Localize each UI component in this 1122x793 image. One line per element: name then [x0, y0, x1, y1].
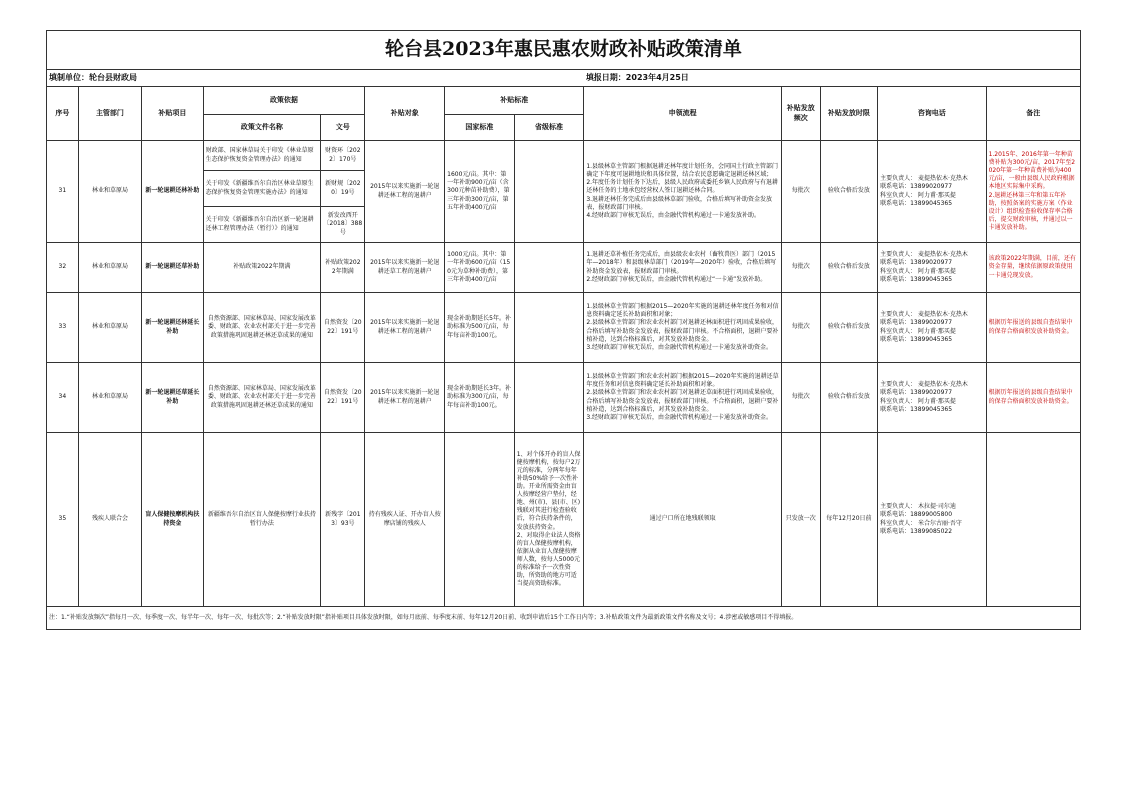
- cell-provincial: 1、对个体开办的盲人保健按摩机构，按每户2万元的标准，分两年每年补助50%给予一次性补助。开业所需资金由盲人按摩经营户垫付，经地、州(市)、县(市、区)残联对其进行检查验收后，符合扶持条件的，发放扶持资金。 2、对取得企业法人资格的盲人保健按摩机构，依据从业盲人保健按摩师人数，按每人5000元的标准给予一次性资助，所资助的地方可适当提高资助标准。: [514, 433, 584, 607]
- cell-national: [445, 433, 515, 607]
- cell-freq: 每批次: [781, 293, 820, 363]
- cell-doc-name: 补贴政策2022年期满: [203, 243, 321, 293]
- header-dept: 主管部门: [78, 87, 141, 141]
- cell-period: 验收合格后发放: [820, 141, 877, 243]
- header-process: 申领流程: [584, 87, 782, 141]
- header-item: 补贴项目: [142, 87, 203, 141]
- cell-freq: 只发放一次: [781, 433, 820, 607]
- cell-seq: 34: [47, 363, 79, 433]
- cell-process: 1.县级林草主管部门根据退耕还林年度计划任务，会同国土行政主管部门确定下年度可退耕地块和具体位置，结合农民意愿确定退耕还林区域； 2.年度任务计划任务下达后，县级人民政府或委托乡镇人民政府与有退耕还林任务的土地承包经营权人签订退耕还林合同。 3.退耕还林任务完成后由县级林草部门验收，合格后填写补助资金发放表，报财政部门审核。 4.经财政部门审核无误后，由金融代管机构通过一卡通发放补助。: [584, 141, 782, 243]
- cell-phone: 主要负责人： 麦提热依木·克热木 联系电话：13899020977 科室负责人： 阿力甫·那买提 联系电话：13899045365: [878, 243, 987, 293]
- cell-period: 验收合格后发放: [820, 243, 877, 293]
- cell-doc-name: 关于印发《新疆维吾尔自治区林业草原生态保护恢复资金管理实施办法》的通知: [203, 171, 321, 207]
- header-seq: 序号: [47, 87, 79, 141]
- header-standard: 补贴标准: [445, 87, 584, 115]
- cell-target: 2015年以来实施新一轮退耕还林工程的退耕户: [365, 363, 445, 433]
- header-provincial: 省级标准: [514, 115, 584, 141]
- cell-dept: 林业和草原局: [78, 141, 141, 243]
- header-doc-no: 文号: [321, 115, 365, 141]
- cell-national: 1000元/亩。其中：第一年补助600元/亩（150元为草种补助费），第三年补助400元/亩: [445, 243, 515, 293]
- page-title: 轮台县2023年惠民惠农财政补贴政策清单: [47, 31, 1081, 70]
- cell-item: 盲人保健按摩机构扶持资金: [142, 433, 203, 607]
- fill-date: 填报日期：2023年4月25日: [584, 70, 1081, 87]
- header-remark: 备注: [986, 87, 1080, 141]
- cell-dept: 残疾人联合会: [78, 433, 141, 607]
- cell-doc-name: 新疆维吾尔自治区盲人保健按摩行业扶持暂行办法: [203, 433, 321, 607]
- cell-item: 新一轮退耕还林补助: [142, 141, 203, 243]
- cell-process: 1.县级林草主管部门根据2015—2020年实施的退耕还林年度任务和对信息资料确定延长补助面积和对象； 2.县级林草主管部门和农业农村部门对退耕还林面积进行巩固成果验收，合格后填写补助资金发放表，报财政部门审核。不合格面积，退耕户要补植补造，达到合格标准后，对其发放补助资金。 3.经财政部门审核无误后，由金融代管机构通过一卡通发放补助资金。: [584, 293, 782, 363]
- header-freq: 补贴发放频次: [781, 87, 820, 141]
- header-national: 国家标准: [445, 115, 515, 141]
- cell-remark: 1.2015年、2016年第一年种苗费补贴为300元/亩，2017年至2020年第一年种苗费补贴为400元/亩，一般由县级人民政府根据本地区实际集中采购。 2.退耕还林第三年和第五年补助，按照备案的实施方案（作业设计）组织检查验收保存率合格后，提交财政审核，并通过以一卡通发放补助。: [986, 141, 1080, 243]
- cell-dept: 林业和草原局: [78, 363, 141, 433]
- table-row: [47, 293, 1081, 363]
- fill-unit: 填制单位：轮台县财政局: [47, 70, 584, 87]
- cell-target: 2015年以来实施新一轮退耕还林工程的退耕户: [365, 141, 445, 243]
- cell-phone: 主要负责人： 麦提热依木·克热木 联系电话：13899020977 科室负责人： 阿力甫·那买提 联系电话：13899045365: [878, 141, 987, 243]
- cell-target: 2015年以来实施新一轮退耕还林工程的退耕户: [365, 293, 445, 363]
- cell-remark: 根据历年报送的县级自查结果中的保存合格面积发放补助资金。: [986, 293, 1080, 363]
- cell-doc-no: 新财规〔2020〕19号: [321, 171, 365, 207]
- cell-doc-name: 自然资源部、国家林草局、国家发展改革委、财政部、农业农村部关于进一步完善政策措施巩固退耕还林还草成果的通知: [203, 293, 321, 363]
- cell-phone: 主要负责人： 麦提热依木·克热木 联系电话：13899020977 科室负责人： 阿力甫·那买提 联系电话：13899045365: [878, 363, 987, 433]
- cell-freq: 每批次: [781, 141, 820, 243]
- header-period: 补贴发放时限: [820, 87, 877, 141]
- policy-sheet: [46, 30, 1081, 638]
- cell-process: 通过户口所在地残联领取: [584, 433, 782, 607]
- cell-freq: 每批次: [781, 243, 820, 293]
- cell-phone: 主要负责人： 木拉提·司尔迪 联系电话：18899005800 科室负责人： 米合尔古丽·吾守 联系电话：13899085022: [878, 433, 987, 607]
- cell-seq: 31: [47, 141, 79, 243]
- cell-doc-no: 自然资发〔2022〕191号: [321, 293, 365, 363]
- cell-doc-no: 新发改西开〔2018〕388号: [321, 207, 365, 243]
- cell-process: 1.县级林草主管部门和农业农村部门根据2015—2020年实施的退耕还草年度任务和对信息资料确定延长补助面积和对象。 2.县级林草主管部门和农业农村部门对退耕还草面积进行巩固成果验收，合格后填写补助资金发放表，报财政部门审核。不合格面积，退耕户要补植补造，达到合格标准后，对其发放补助资金。 3.经财政部门审核无误后，由金融代管机构通过一卡通发放补助资金。: [584, 363, 782, 433]
- cell-provincial: [514, 363, 584, 433]
- cell-provincial: [514, 141, 584, 243]
- cell-seq: 32: [47, 243, 79, 293]
- header-basis: 政策依据: [203, 87, 365, 115]
- cell-phone: 主要负责人： 麦提热依木·克热木 联系电话：13899020977 科室负责人： 阿力甫·那买提 联系电话：13899045365: [878, 293, 987, 363]
- cell-period: 验收合格后发放: [820, 363, 877, 433]
- header-phone: 咨询电话: [878, 87, 987, 141]
- cell-dept: 林业和草原局: [78, 293, 141, 363]
- cell-national: 现金补助期延长3年。补助标准为300元/亩，每年每亩补助100元。: [445, 363, 515, 433]
- cell-national: 1600元/亩。其中：第一年补助900元/亩（含300元种苗补助费），第三年补助300元/亩，第五年补助400元/亩: [445, 141, 515, 243]
- table-row: [47, 433, 1081, 607]
- cell-item: 新一轮退耕还草补助: [142, 243, 203, 293]
- cell-doc-name: 财政部、国家林草局关于印发《林业草原生态保护恢复资金管理办法》的通知: [203, 141, 321, 171]
- cell-provincial: [514, 243, 584, 293]
- cell-remark: 该政策2022年期满，目前，还有资金存量，继续依据原政策使用一卡通兑现发放。: [986, 243, 1080, 293]
- cell-doc-no: 财资环〔2022〕170号: [321, 141, 365, 171]
- cell-period: 每年12月20日前: [820, 433, 877, 607]
- footnote: 注：1.“补贴发放频次”指每月一次、每季度一次、每半年一次、每年一次、每批次等；2.“补贴发放时限”指补贴项目具体发放时限，如每月底前、每季度末前、每年12月20日前、收到申请后15个工作日内等；3.补贴政策文件为最新政策文件名称及文号；4.涉密或敏感项目不得填报。: [47, 607, 1081, 630]
- table-row: [47, 141, 1081, 171]
- table-row: [47, 363, 1081, 433]
- cell-seq: 33: [47, 293, 79, 363]
- cell-doc-name: 关于印发《新疆维吾尔自治区新一轮退耕还林工程管理办法（暂行）》的通知: [203, 207, 321, 243]
- cell-provincial: [514, 293, 584, 363]
- cell-seq: 35: [47, 433, 79, 607]
- table-row: [47, 243, 1081, 293]
- header-doc-name: 政策文件名称: [203, 115, 321, 141]
- cell-item: 新一轮退耕还林延长补助: [142, 293, 203, 363]
- cell-remark: 根据历年报送的县级自查结果中的保存合格面积发放补助资金。: [986, 363, 1080, 433]
- cell-dept: 林业和草原局: [78, 243, 141, 293]
- header-target: 补贴对象: [365, 87, 445, 141]
- cell-target: 持有残疾人证、开办盲人按摩店铺的残疾人: [365, 433, 445, 607]
- cell-freq: 每批次: [781, 363, 820, 433]
- cell-remark: [986, 433, 1080, 607]
- cell-doc-no: 补贴政策2022年期满: [321, 243, 365, 293]
- cell-process: 1.退耕还草补植任务完成后，由县级农业农村（畜牧兽医）部门（2015年—2018年）和县级林草部门（2019年—2020年）验收，合格后填写补助资金发放表，报财政部门审核。 2.经财政部门审核无误后，由金融代管机构通过“一卡通”发放补助。: [584, 243, 782, 293]
- cell-period: 验收合格后发放: [820, 293, 877, 363]
- cell-doc-name: 自然资源部、国家林草局、国家发展改革委、财政部、农业农村部关于进一步完善政策措施巩固退耕还林还草成果的通知: [203, 363, 321, 433]
- cell-national: 现金补助期延长5年。补助标准为500元/亩，每年每亩补助100元。: [445, 293, 515, 363]
- cell-item: 新一轮退耕还草延长补助: [142, 363, 203, 433]
- subsidy-table: [46, 30, 1081, 630]
- cell-doc-no: 新残字〔2013〕93号: [321, 433, 365, 607]
- cell-target: 2015年以来实施新一轮退耕还草工程的退耕户: [365, 243, 445, 293]
- cell-doc-no: 自然资发〔2022〕191号: [321, 363, 365, 433]
